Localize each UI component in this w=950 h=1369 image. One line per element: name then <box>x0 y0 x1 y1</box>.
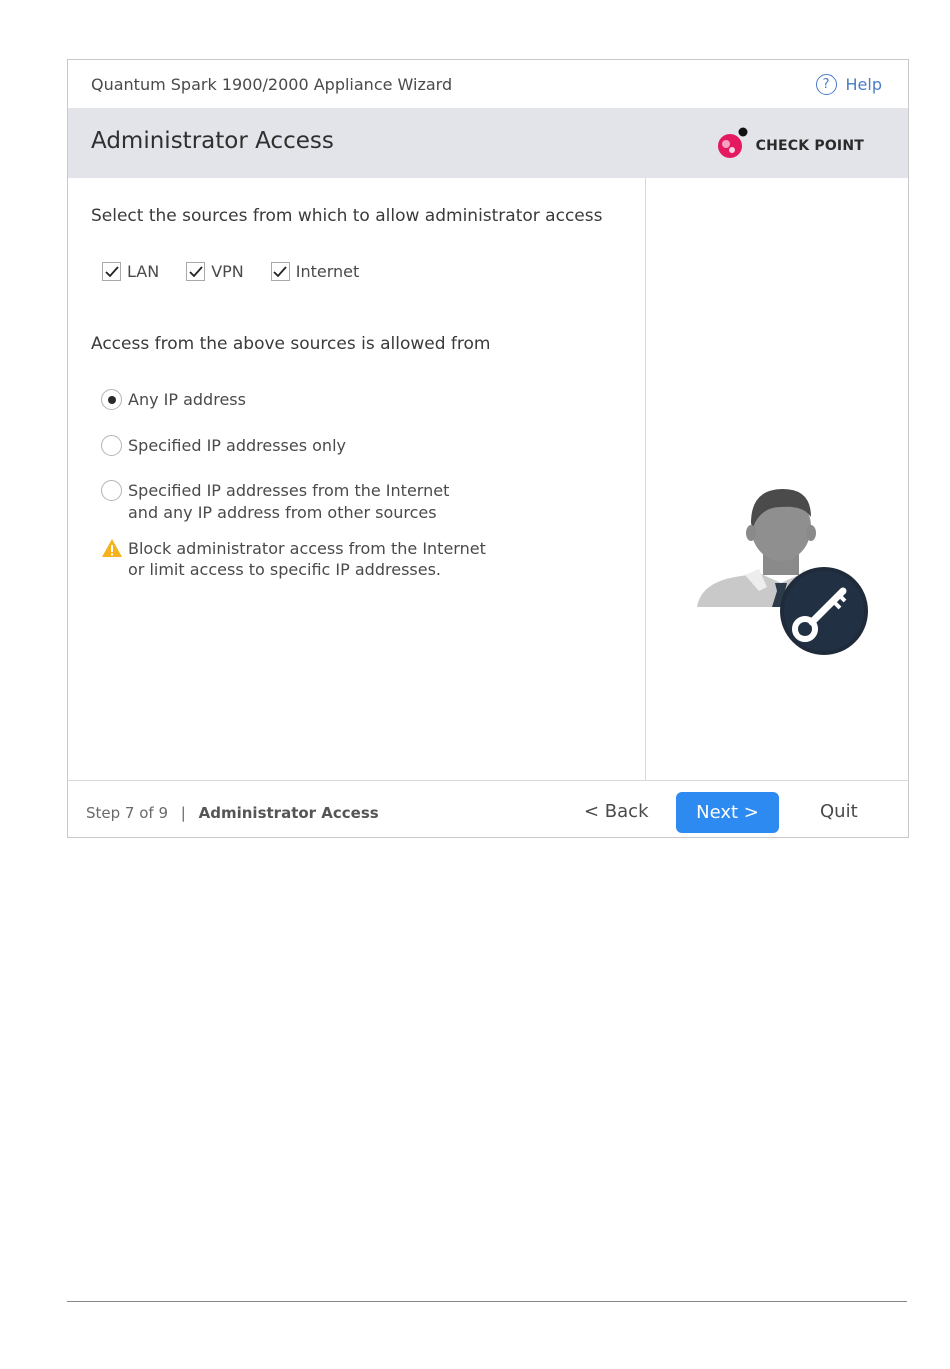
radio-label-line2: and any IP address from other sources <box>128 503 437 522</box>
step-count: Step 7 of 9 <box>86 804 169 822</box>
warning-line2: or limit access to specific IP addresses. <box>128 560 441 579</box>
radio-label-group <box>128 480 449 524</box>
wizard-footer <box>68 780 908 837</box>
illustration-panel <box>646 178 908 780</box>
title-bar <box>68 60 908 108</box>
checkmark-icon <box>271 262 290 281</box>
radio-specified-ip-only[interactable] <box>101 435 346 457</box>
sources-label: Select the sources from which to allow administrator access <box>91 206 603 226</box>
checkbox-internet[interactable] <box>271 262 360 281</box>
step-name: Administrator Access <box>198 804 379 822</box>
radio-label: Any IP address <box>128 390 246 409</box>
radio-label-line1: Specified IP addresses from the Internet <box>128 481 450 500</box>
checkbox-label: VPN <box>211 262 244 281</box>
warning-text <box>128 538 486 580</box>
access-label: Access from the above sources is allowed from <box>91 334 491 354</box>
back-button[interactable]: < Back <box>584 801 649 822</box>
quit-button[interactable]: Quit <box>820 801 858 822</box>
help-label: Help <box>845 74 882 94</box>
admin-user-key-icon <box>695 483 871 663</box>
checkbox-vpn[interactable] <box>186 262 244 281</box>
warning-message <box>101 538 486 580</box>
checkbox-label: LAN <box>127 262 160 281</box>
radio-button-selected <box>101 389 122 410</box>
page-header <box>68 108 908 178</box>
checkbox-lan[interactable] <box>102 262 159 281</box>
sources-checkboxes <box>102 262 386 281</box>
check-point-logo <box>716 125 864 161</box>
checkbox-label: Internet <box>295 262 360 281</box>
step-separator: | <box>180 804 186 822</box>
checkmark-icon <box>186 262 205 281</box>
radio-label: Specified IP addresses only <box>128 436 346 455</box>
logo-text: CHECK POINT <box>755 138 864 154</box>
wizard-window <box>67 59 909 838</box>
radio-button <box>101 480 122 501</box>
settings-panel <box>68 178 646 780</box>
next-button[interactable]: Next > <box>676 792 779 833</box>
radio-any-ip[interactable] <box>101 389 246 411</box>
page-divider <box>67 1301 907 1302</box>
question-circle-icon: ? <box>816 74 837 95</box>
help-link[interactable] <box>816 72 882 96</box>
check-point-logo-icon <box>716 126 752 160</box>
radio-button <box>101 435 122 456</box>
warning-triangle-icon <box>101 538 123 558</box>
app-title: Quantum Spark 1900/2000 Appliance Wizard <box>91 75 453 94</box>
checkmark-icon <box>102 262 121 281</box>
step-indicator <box>86 804 379 822</box>
warning-line1: Block administrator access from the Internet <box>128 539 486 558</box>
page-title: Administrator Access <box>91 128 334 154</box>
radio-specified-ip-internet[interactable] <box>101 480 449 524</box>
